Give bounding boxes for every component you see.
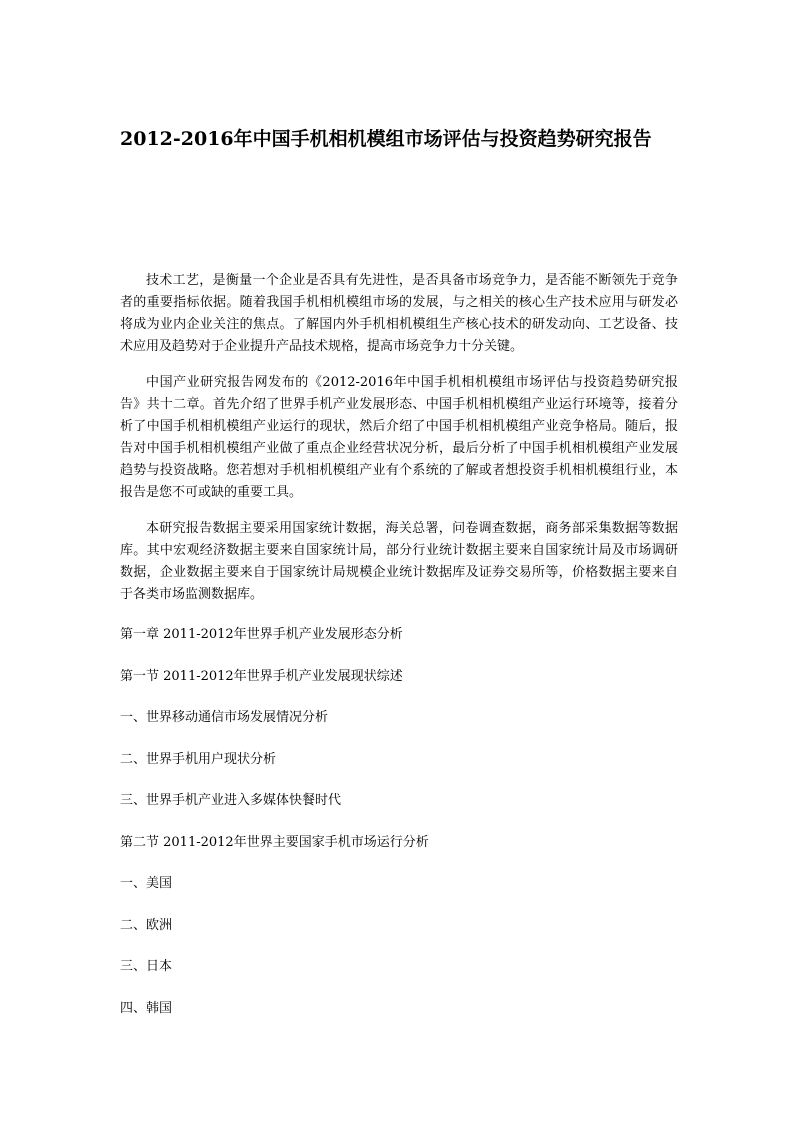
toc-chapter-1: 第一章 2011-2012年世界手机产业发展形态分析 (120, 627, 403, 642)
toc-item: 三、世界手机产业进入多媒体快餐时代 (120, 793, 342, 808)
paragraph-overview: 中国产业研究报告网发布的《2012-2016年中国手机相机模组市场评估与投资趋势研究报告》共十二章。首先介绍了世界手机产业发展形态、中国手机相机模组产业运行环境等，接着分析了中国手机相机模组产业运行的现状，然后介绍了中国手机相机模组产业竞争格局。随后，报告对中国手机相机模组产业做了重点企业经营状况分析，最后分析了中国手机相机模组产业发展趋势与投资战略。您若想对手机相机模组产业有个系统的了解或者想投资手机相机模组行业，本报告是您不可或缺的重要工具。 (120, 375, 678, 500)
paragraph-data-sources: 本研究报告数据主要采用国家统计数据，海关总署，问卷调查数据，商务部采集数据等数据库。其中宏观经济数据主要来自国家统计局，部分行业统计数据主要来自国家统计局及市场调研数据，企业数据主要来自于国家统计局规模企业统计数据库及证券交易所等，价格数据主要来自于各类市场监测数据库。 (120, 521, 678, 602)
toc-section-1-1: 第一节 2011-2012年世界手机产业发展现状综述 (120, 668, 403, 684)
document-body (120, 270, 678, 620)
document-title: 2012-2016年中国手机相机模组市场评估与投资趋势研究报告 (120, 128, 652, 150)
toc-item: 一、美国 (120, 876, 173, 891)
toc-item: 一、世界移动通信市场发展情况分析 (120, 710, 329, 725)
toc-item: 二、欧洲 (120, 917, 173, 933)
toc-section-1-2: 第二节 2011-2012年世界主要国家手机市场运行分析 (120, 834, 429, 850)
table-of-contents (120, 625, 680, 1040)
toc-item: 三、日本 (120, 959, 173, 974)
toc-item: 二、世界手机用户现状分析 (120, 751, 277, 767)
paragraph-intro: 技术工艺，是衡量一个企业是否具有先进性，是否具备市场竞争力，是否能不断领先于竞争者的重要指标依据。随着我国手机相机模组市场的发展，与之相关的核心生产技术应用与研发必将成为业内企业关注的焦点。了解国内外手机相机模组生产核心技术的研发动向、工艺设备、技术应用及趋势对于企业提升产品技术规格，提高市场竞争力十分关键。 (120, 273, 678, 354)
toc-item: 四、韩国 (120, 1000, 173, 1016)
